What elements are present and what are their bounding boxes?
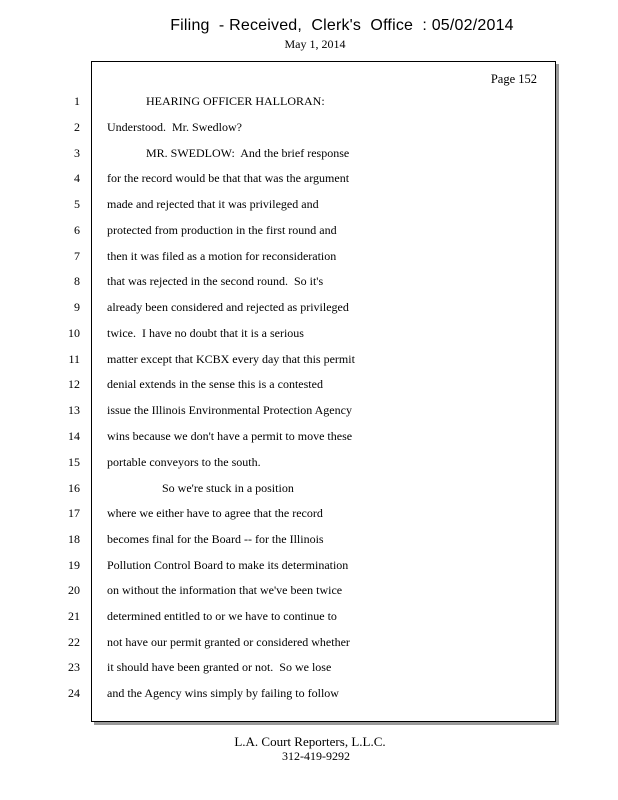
filing-stamp: Filing - Received, Clerk's Office : 05/02/2014 xyxy=(170,17,514,34)
transcript-line: determined entitled to or we have to continue to xyxy=(107,609,337,623)
line-number: 2 xyxy=(74,120,80,134)
line-number: 3 xyxy=(74,146,80,160)
line-number: 20 xyxy=(68,583,80,597)
line-number: 14 xyxy=(68,429,80,443)
transcript-line: and the Agency wins simply by failing to follow xyxy=(107,686,339,700)
transcript-line: not have our permit granted or considered whether xyxy=(107,635,350,649)
transcript-line: that was rejected in the second round. So it's xyxy=(107,274,324,288)
transcript-line: MR. SWEDLOW: And the brief response xyxy=(146,146,350,160)
line-number: 17 xyxy=(68,506,80,520)
line-number: 8 xyxy=(74,274,80,288)
transcript-line: protected from production in the first round and xyxy=(107,223,337,237)
transcript-line: made and rejected that it was privileged and xyxy=(107,197,319,211)
line-number: 23 xyxy=(68,660,80,674)
transcript-line: already been considered and rejected as privileged xyxy=(107,300,349,314)
line-number: 11 xyxy=(68,352,80,366)
court-reporter-phone: 312-419-9292 xyxy=(282,749,350,763)
transcript-line: then it was filed as a motion for reconsideration xyxy=(107,249,337,263)
hearing-date: May 1, 2014 xyxy=(284,37,346,51)
transcript-line: Understood. Mr. Swedlow? xyxy=(107,120,242,134)
transcript-line: becomes final for the Board -- for the Illinois xyxy=(107,532,324,546)
line-number: 19 xyxy=(68,558,80,572)
line-number: 13 xyxy=(68,403,80,417)
line-number: 7 xyxy=(74,249,80,263)
line-number: 15 xyxy=(68,455,80,469)
line-number: 9 xyxy=(74,300,80,314)
line-number: 1 xyxy=(74,94,80,108)
transcript-line: issue the Illinois Environmental Protection Agency xyxy=(107,403,352,417)
line-number: 5 xyxy=(74,197,80,211)
transcript-line: on without the information that we've been twice xyxy=(107,583,343,597)
line-number: 18 xyxy=(68,532,80,546)
line-number: 24 xyxy=(68,686,80,700)
transcript-line: Pollution Control Board to make its determination xyxy=(107,558,349,572)
transcript-line: wins because we don't have a permit to move these xyxy=(107,429,353,443)
transcript-line: for the record would be that that was the argument xyxy=(107,171,350,185)
line-number: 12 xyxy=(68,377,80,391)
line-number: 16 xyxy=(68,481,80,495)
transcript-line: twice. I have no doubt that it is a serious xyxy=(107,326,304,340)
transcript-line: matter except that KCBX every day that this permit xyxy=(107,352,355,366)
line-number: 21 xyxy=(68,609,80,623)
line-number: 4 xyxy=(74,171,80,185)
line-number: 6 xyxy=(74,223,80,237)
line-number: 10 xyxy=(68,326,80,340)
page-number: Page 152 xyxy=(490,72,537,86)
transcript-line: it should have been granted or not. So we lose xyxy=(107,660,332,674)
court-reporter-name: L.A. Court Reporters, L.L.C. xyxy=(234,734,386,749)
transcript-line: portable conveyors to the south. xyxy=(107,455,261,469)
transcript-line: where we either have to agree that the record xyxy=(107,506,323,520)
line-number: 22 xyxy=(68,635,80,649)
transcript-line: denial extends in the sense this is a contested xyxy=(107,377,323,391)
transcript-line: So we're stuck in a position xyxy=(162,481,294,495)
transcript-line: HEARING OFFICER HALLORAN: xyxy=(146,94,325,108)
